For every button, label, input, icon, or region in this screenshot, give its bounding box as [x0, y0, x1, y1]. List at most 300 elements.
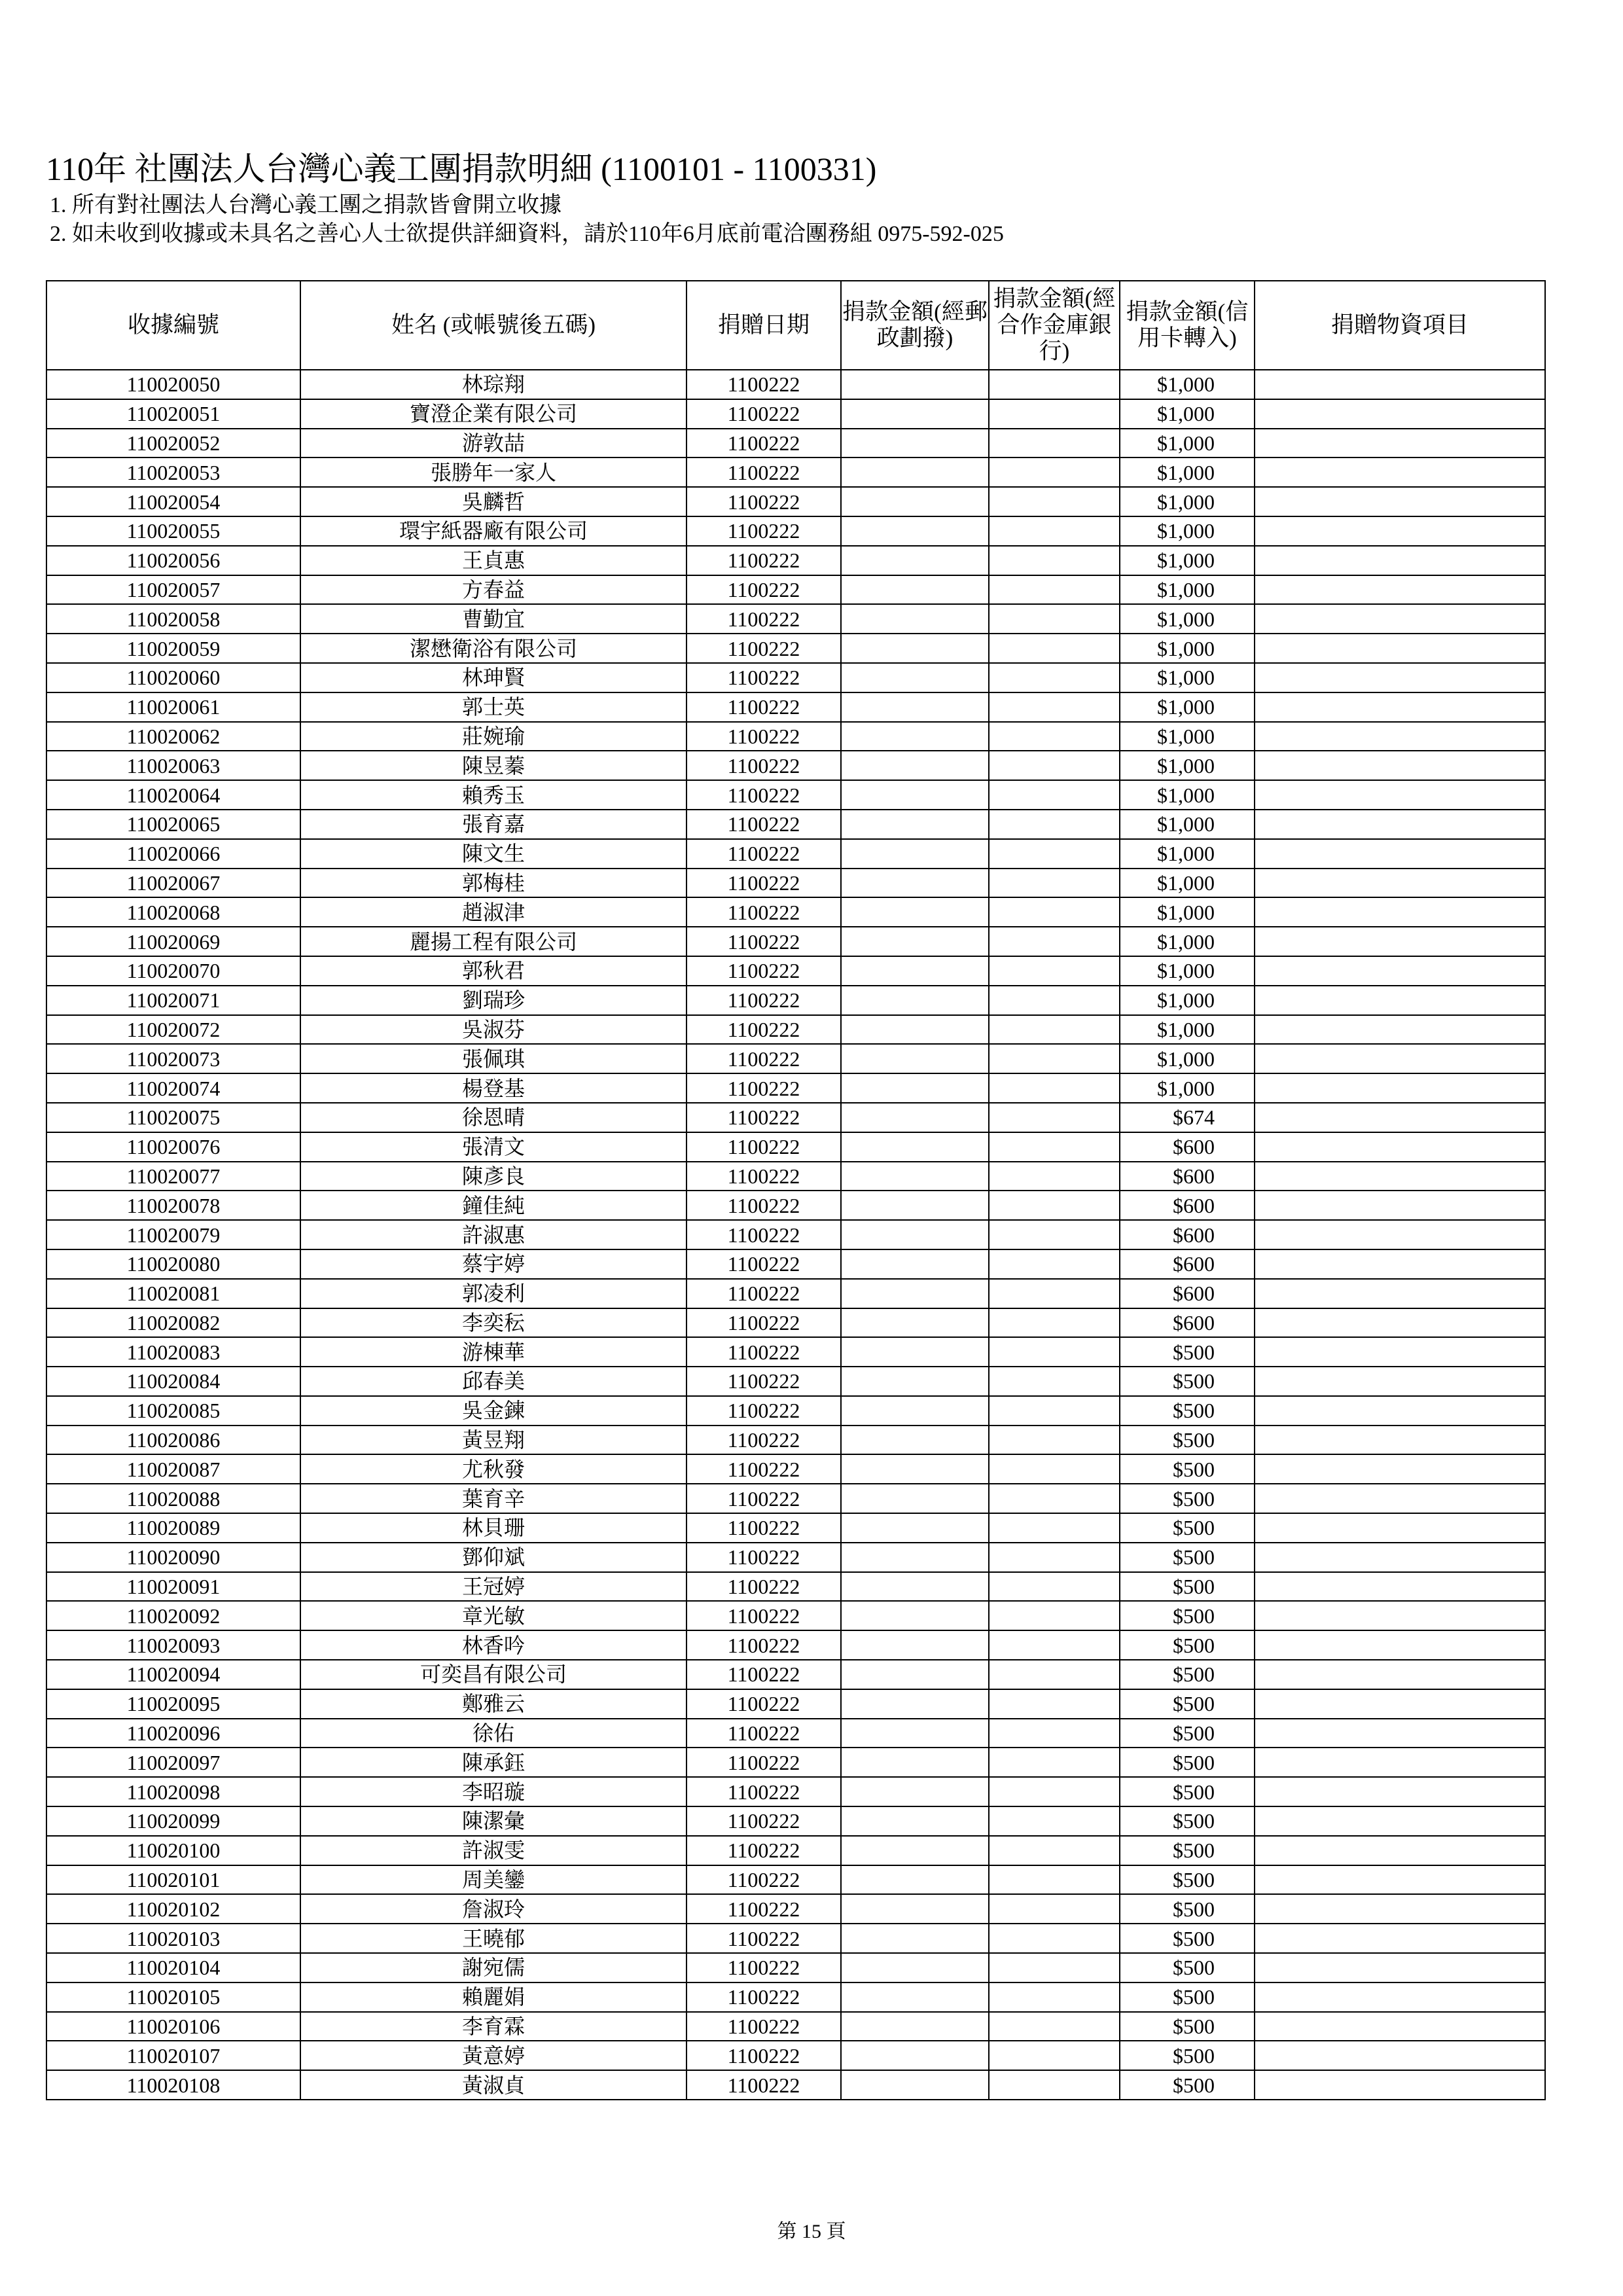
- items-cell: [1255, 1073, 1545, 1103]
- amount-bank-cell: [989, 604, 1120, 634]
- receipt-no-cell: 110020054: [46, 487, 300, 516]
- items-cell: [1255, 1103, 1545, 1132]
- date-cell: 1100222: [687, 1279, 841, 1308]
- amount-card-cell: $1,000: [1120, 839, 1255, 869]
- amount-card-cell: $500: [1120, 1572, 1255, 1602]
- amount-bank-cell: [989, 1337, 1120, 1367]
- items-cell: [1255, 1601, 1545, 1630]
- table-row: [46, 1044, 1545, 1073]
- name-cell: 蔡宇婷: [300, 1249, 687, 1279]
- amount-bank-cell: [989, 1308, 1120, 1338]
- amount-bank-cell: [989, 1454, 1120, 1484]
- amount-postal-cell: [841, 1396, 989, 1426]
- amount-card-cell: $600: [1120, 1191, 1255, 1220]
- amount-postal-cell: [841, 487, 989, 516]
- table-row: [46, 1279, 1545, 1308]
- amount-postal-cell: [841, 1454, 989, 1484]
- name-cell: 林香吟: [300, 1630, 687, 1660]
- amount-card-cell: $1,000: [1120, 429, 1255, 458]
- date-cell: 1100222: [687, 1191, 841, 1220]
- receipt-no-cell: 110020058: [46, 604, 300, 634]
- amount-postal-cell: [841, 1484, 989, 1513]
- amount-postal-cell: [841, 370, 989, 399]
- items-cell: [1255, 1191, 1545, 1220]
- amount-card-cell: $600: [1120, 1162, 1255, 1191]
- receipt-no-cell: 110020078: [46, 1191, 300, 1220]
- name-cell: 王貞惠: [300, 546, 687, 575]
- amount-card-cell: $1,000: [1120, 487, 1255, 516]
- items-cell: [1255, 399, 1545, 429]
- name-cell: 王曉郁: [300, 1924, 687, 1953]
- items-cell: [1255, 457, 1545, 487]
- amount-bank-cell: [989, 1484, 1120, 1513]
- items-cell: [1255, 1748, 1545, 1777]
- date-cell: 1100222: [687, 1220, 841, 1249]
- receipt-no-cell: 110020086: [46, 1426, 300, 1455]
- amount-postal-cell: [841, 927, 989, 956]
- amount-bank-cell: [989, 1748, 1120, 1777]
- header-receipt-no: 收據編號: [46, 281, 300, 370]
- receipt-no-cell: 110020102: [46, 1894, 300, 1924]
- name-cell: 陳潔彙: [300, 1806, 687, 1836]
- amount-postal-cell: [841, 692, 989, 722]
- amount-postal-cell: [841, 1162, 989, 1191]
- date-cell: 1100222: [687, 810, 841, 839]
- receipt-no-cell: 110020064: [46, 780, 300, 810]
- receipt-no-cell: 110020059: [46, 634, 300, 663]
- receipt-no-cell: 110020101: [46, 1865, 300, 1895]
- receipt-no-cell: 110020104: [46, 1953, 300, 1982]
- table-row: [46, 1132, 1545, 1162]
- table-header-row: [46, 281, 1545, 370]
- amount-bank-cell: [989, 1630, 1120, 1660]
- receipt-no-cell: 110020098: [46, 1777, 300, 1806]
- name-cell: 許淑惠: [300, 1220, 687, 1249]
- date-cell: 1100222: [687, 370, 841, 399]
- items-cell: [1255, 1630, 1545, 1660]
- amount-card-cell: $500: [1120, 1719, 1255, 1748]
- items-cell: [1255, 722, 1545, 751]
- amount-bank-cell: [989, 546, 1120, 575]
- table-row: [46, 1396, 1545, 1426]
- amount-bank-cell: [989, 1689, 1120, 1719]
- date-cell: 1100222: [687, 399, 841, 429]
- amount-postal-cell: [841, 663, 989, 692]
- receipt-no-cell: 110020103: [46, 1924, 300, 1953]
- header-date: 捐贈日期: [687, 281, 841, 370]
- name-cell: 賴秀玉: [300, 780, 687, 810]
- items-cell: [1255, 1308, 1545, 1338]
- amount-card-cell: $1,000: [1120, 457, 1255, 487]
- date-cell: 1100222: [687, 692, 841, 722]
- amount-bank-cell: [989, 516, 1120, 546]
- items-cell: [1255, 1162, 1545, 1191]
- items-cell: [1255, 692, 1545, 722]
- receipt-no-cell: 110020089: [46, 1513, 300, 1543]
- name-cell: 章光敏: [300, 1601, 687, 1630]
- name-cell: 曹勤宜: [300, 604, 687, 634]
- amount-bank-cell: [989, 722, 1120, 751]
- table-row: [46, 722, 1545, 751]
- amount-bank-cell: [989, 1924, 1120, 1953]
- amount-card-cell: $500: [1120, 1367, 1255, 1396]
- amount-card-cell: $1,000: [1120, 1044, 1255, 1073]
- name-cell: 謝宛儒: [300, 1953, 687, 1982]
- date-cell: 1100222: [687, 663, 841, 692]
- items-cell: [1255, 751, 1545, 780]
- amount-card-cell: $500: [1120, 1865, 1255, 1895]
- receipt-no-cell: 110020060: [46, 663, 300, 692]
- amount-card-cell: $1,000: [1120, 1015, 1255, 1045]
- amount-card-cell: $500: [1120, 1953, 1255, 1982]
- receipt-no-cell: 110020095: [46, 1689, 300, 1719]
- items-cell: [1255, 516, 1545, 546]
- amount-bank-cell: [989, 751, 1120, 780]
- receipt-no-cell: 110020093: [46, 1630, 300, 1660]
- items-cell: [1255, 1279, 1545, 1308]
- receipt-no-cell: 110020081: [46, 1279, 300, 1308]
- table-row: [46, 1777, 1545, 1806]
- date-cell: 1100222: [687, 1806, 841, 1836]
- items-cell: [1255, 1660, 1545, 1689]
- name-cell: 張勝年一家人: [300, 457, 687, 487]
- name-cell: 莊婉瑜: [300, 722, 687, 751]
- amount-bank-cell: [989, 1426, 1120, 1455]
- amount-postal-cell: [841, 516, 989, 546]
- amount-card-cell: $600: [1120, 1220, 1255, 1249]
- amount-postal-cell: [841, 1044, 989, 1073]
- amount-postal-cell: [841, 1249, 989, 1279]
- receipt-no-cell: 110020091: [46, 1572, 300, 1602]
- amount-bank-cell: [989, 869, 1120, 898]
- table-row: [46, 2012, 1545, 2041]
- items-cell: [1255, 1513, 1545, 1543]
- receipt-no-cell: 110020108: [46, 2070, 300, 2100]
- name-cell: 吳麟哲: [300, 487, 687, 516]
- amount-bank-cell: [989, 1015, 1120, 1045]
- receipt-no-cell: 110020073: [46, 1044, 300, 1073]
- date-cell: 1100222: [687, 869, 841, 898]
- name-cell: 鄧仰斌: [300, 1543, 687, 1572]
- amount-card-cell: $674: [1120, 1103, 1255, 1132]
- date-cell: 1100222: [687, 722, 841, 751]
- receipt-no-cell: 110020082: [46, 1308, 300, 1338]
- amount-card-cell: $1,000: [1120, 780, 1255, 810]
- amount-bank-cell: [989, 2012, 1120, 2041]
- amount-card-cell: $1,000: [1120, 1073, 1255, 1103]
- receipt-no-cell: 110020063: [46, 751, 300, 780]
- amount-card-cell: $500: [1120, 1513, 1255, 1543]
- receipt-no-cell: 110020050: [46, 370, 300, 399]
- name-cell: 詹淑玲: [300, 1894, 687, 1924]
- amount-card-cell: $1,000: [1120, 399, 1255, 429]
- table-row: [46, 370, 1545, 399]
- page-title: 110年 社團法人台灣心義工團捐款明細 (1100101 - 1100331): [46, 151, 877, 187]
- date-cell: 1100222: [687, 1454, 841, 1484]
- table-row: [46, 1601, 1545, 1630]
- receipt-no-cell: 110020051: [46, 399, 300, 429]
- header-amount-bank: 捐款金額(經合作金庫銀行): [989, 281, 1120, 370]
- items-cell: [1255, 1836, 1545, 1865]
- amount-card-cell: $1,000: [1120, 722, 1255, 751]
- amount-card-cell: $600: [1120, 1308, 1255, 1338]
- amount-bank-cell: [989, 2041, 1120, 2070]
- amount-card-cell: $500: [1120, 1601, 1255, 1630]
- receipt-no-cell: 110020070: [46, 956, 300, 986]
- receipt-no-cell: 110020066: [46, 839, 300, 869]
- amount-bank-cell: [989, 927, 1120, 956]
- name-cell: 張清文: [300, 1132, 687, 1162]
- date-cell: 1100222: [687, 897, 841, 927]
- amount-bank-cell: [989, 1660, 1120, 1689]
- amount-card-cell: $500: [1120, 2070, 1255, 2100]
- name-cell: 郭士英: [300, 692, 687, 722]
- date-cell: 1100222: [687, 1044, 841, 1073]
- receipt-no-cell: 110020096: [46, 1719, 300, 1748]
- date-cell: 1100222: [687, 1132, 841, 1162]
- amount-bank-cell: [989, 1953, 1120, 1982]
- amount-card-cell: $1,000: [1120, 927, 1255, 956]
- amount-bank-cell: [989, 1162, 1120, 1191]
- items-cell: [1255, 429, 1545, 458]
- table-row: [46, 1367, 1545, 1396]
- receipt-no-cell: 110020100: [46, 1836, 300, 1865]
- receipt-no-cell: 110020087: [46, 1454, 300, 1484]
- amount-postal-cell: [841, 751, 989, 780]
- items-cell: [1255, 1132, 1545, 1162]
- name-cell: 葉育辛: [300, 1484, 687, 1513]
- name-cell: 李育霖: [300, 2012, 687, 2041]
- amount-bank-cell: [989, 1220, 1120, 1249]
- amount-postal-cell: [841, 1630, 989, 1660]
- receipt-no-cell: 110020052: [46, 429, 300, 458]
- name-cell: 環宇紙器廠有限公司: [300, 516, 687, 546]
- date-cell: 1100222: [687, 1865, 841, 1895]
- table-row: [46, 839, 1545, 869]
- date-cell: 1100222: [687, 1367, 841, 1396]
- receipt-no-cell: 110020076: [46, 1132, 300, 1162]
- amount-bank-cell: [989, 1513, 1120, 1543]
- table-row: [46, 1543, 1545, 1572]
- table-row: [46, 1630, 1545, 1660]
- items-cell: [1255, 1426, 1545, 1455]
- items-cell: [1255, 575, 1545, 605]
- amount-bank-cell: [989, 1572, 1120, 1602]
- amount-bank-cell: [989, 1777, 1120, 1806]
- name-cell: 王冠婷: [300, 1572, 687, 1602]
- amount-postal-cell: [841, 457, 989, 487]
- date-cell: 1100222: [687, 429, 841, 458]
- receipt-no-cell: 110020077: [46, 1162, 300, 1191]
- amount-postal-cell: [841, 1894, 989, 1924]
- table-row: [46, 1103, 1545, 1132]
- items-cell: [1255, 487, 1545, 516]
- receipt-no-cell: 110020079: [46, 1220, 300, 1249]
- amount-bank-cell: [989, 1865, 1120, 1895]
- items-cell: [1255, 986, 1545, 1015]
- items-cell: [1255, 2041, 1545, 2070]
- amount-card-cell: $1,000: [1120, 869, 1255, 898]
- amount-postal-cell: [841, 1513, 989, 1543]
- amount-bank-cell: [989, 634, 1120, 663]
- amount-postal-cell: [841, 1279, 989, 1308]
- amount-bank-cell: [989, 1719, 1120, 1748]
- amount-postal-cell: [841, 1748, 989, 1777]
- items-cell: [1255, 1924, 1545, 1953]
- receipt-no-cell: 110020099: [46, 1806, 300, 1836]
- items-cell: [1255, 1865, 1545, 1895]
- amount-bank-cell: [989, 1982, 1120, 2012]
- table-row: [46, 634, 1545, 663]
- name-cell: 寶澄企業有限公司: [300, 399, 687, 429]
- items-cell: [1255, 1396, 1545, 1426]
- date-cell: 1100222: [687, 2012, 841, 2041]
- amount-card-cell: $1,000: [1120, 516, 1255, 546]
- amount-postal-cell: [841, 1865, 989, 1895]
- table-row: [46, 429, 1545, 458]
- items-cell: [1255, 604, 1545, 634]
- amount-postal-cell: [841, 1982, 989, 2012]
- amount-postal-cell: [841, 1777, 989, 1806]
- items-cell: [1255, 1543, 1545, 1572]
- amount-card-cell: $1,000: [1120, 810, 1255, 839]
- table-row: [46, 1806, 1545, 1836]
- amount-card-cell: $500: [1120, 1396, 1255, 1426]
- amount-card-cell: $500: [1120, 2041, 1255, 2070]
- table-row: [46, 516, 1545, 546]
- amount-postal-cell: [841, 869, 989, 898]
- amount-postal-cell: [841, 722, 989, 751]
- amount-card-cell: $500: [1120, 1894, 1255, 1924]
- receipt-no-cell: 110020092: [46, 1601, 300, 1630]
- date-cell: 1100222: [687, 1572, 841, 1602]
- amount-bank-cell: [989, 986, 1120, 1015]
- items-cell: [1255, 2012, 1545, 2041]
- amount-postal-cell: [841, 399, 989, 429]
- table-row: [46, 810, 1545, 839]
- name-cell: 林貝珊: [300, 1513, 687, 1543]
- name-cell: 黃淑貞: [300, 2070, 687, 2100]
- receipt-no-cell: 110020069: [46, 927, 300, 956]
- table-row: [46, 1572, 1545, 1602]
- amount-postal-cell: [841, 429, 989, 458]
- items-cell: [1255, 1220, 1545, 1249]
- amount-postal-cell: [841, 1132, 989, 1162]
- name-cell: 張佩琪: [300, 1044, 687, 1073]
- receipt-no-cell: 110020061: [46, 692, 300, 722]
- table-row: [46, 780, 1545, 810]
- table-row: [46, 1162, 1545, 1191]
- date-cell: 1100222: [687, 1689, 841, 1719]
- amount-card-cell: $600: [1120, 1249, 1255, 1279]
- amount-card-cell: $500: [1120, 1337, 1255, 1367]
- date-cell: 1100222: [687, 1719, 841, 1748]
- amount-bank-cell: [989, 1806, 1120, 1836]
- receipt-no-cell: 110020056: [46, 546, 300, 575]
- name-cell: 許淑雯: [300, 1836, 687, 1865]
- amount-postal-cell: [841, 2070, 989, 2100]
- amount-card-cell: $1,000: [1120, 751, 1255, 780]
- amount-card-cell: $500: [1120, 1924, 1255, 1953]
- table-row: [46, 1982, 1545, 2012]
- name-cell: 徐恩晴: [300, 1103, 687, 1132]
- table-row: [46, 604, 1545, 634]
- amount-postal-cell: [841, 634, 989, 663]
- table-row: [46, 399, 1545, 429]
- date-cell: 1100222: [687, 1748, 841, 1777]
- receipt-no-cell: 110020065: [46, 810, 300, 839]
- amount-bank-cell: [989, 2070, 1120, 2100]
- amount-postal-cell: [841, 1543, 989, 1572]
- date-cell: 1100222: [687, 516, 841, 546]
- amount-postal-cell: [841, 1103, 989, 1132]
- receipt-no-cell: 110020067: [46, 869, 300, 898]
- receipt-no-cell: 110020053: [46, 457, 300, 487]
- items-cell: [1255, 1572, 1545, 1602]
- table-row: [46, 1894, 1545, 1924]
- amount-postal-cell: [841, 986, 989, 1015]
- table-row: [46, 692, 1545, 722]
- date-cell: 1100222: [687, 487, 841, 516]
- date-cell: 1100222: [687, 1308, 841, 1338]
- amount-card-cell: $1,000: [1120, 546, 1255, 575]
- name-cell: 賴麗娟: [300, 1982, 687, 2012]
- date-cell: 1100222: [687, 956, 841, 986]
- name-cell: 潔懋衛浴有限公司: [300, 634, 687, 663]
- table-row: [46, 487, 1545, 516]
- table-row: [46, 1220, 1545, 1249]
- amount-card-cell: $1,000: [1120, 956, 1255, 986]
- table-row: [46, 546, 1545, 575]
- name-cell: 李奕秐: [300, 1308, 687, 1338]
- name-cell: 郭秋君: [300, 956, 687, 986]
- date-cell: 1100222: [687, 1924, 841, 1953]
- items-cell: [1255, 1777, 1545, 1806]
- date-cell: 1100222: [687, 1982, 841, 2012]
- name-cell: 陳文生: [300, 839, 687, 869]
- table-row: [46, 1660, 1545, 1689]
- date-cell: 1100222: [687, 634, 841, 663]
- amount-bank-cell: [989, 399, 1120, 429]
- table-row: [46, 869, 1545, 898]
- items-cell: [1255, 869, 1545, 898]
- amount-bank-cell: [989, 692, 1120, 722]
- table-row: [46, 1865, 1545, 1895]
- receipt-no-cell: 110020071: [46, 986, 300, 1015]
- date-cell: 1100222: [687, 927, 841, 956]
- items-cell: [1255, 1454, 1545, 1484]
- table-row: [46, 663, 1545, 692]
- amount-postal-cell: [841, 1836, 989, 1865]
- items-cell: [1255, 663, 1545, 692]
- amount-postal-cell: [841, 1220, 989, 1249]
- date-cell: 1100222: [687, 780, 841, 810]
- amount-bank-cell: [989, 1836, 1120, 1865]
- date-cell: 1100222: [687, 604, 841, 634]
- amount-card-cell: $500: [1120, 1454, 1255, 1484]
- name-cell: 林珅賢: [300, 663, 687, 692]
- items-cell: [1255, 1689, 1545, 1719]
- name-cell: 游棟華: [300, 1337, 687, 1367]
- date-cell: 1100222: [687, 839, 841, 869]
- date-cell: 1100222: [687, 1601, 841, 1630]
- table-row: [46, 1953, 1545, 1982]
- date-cell: 1100222: [687, 546, 841, 575]
- date-cell: 1100222: [687, 1337, 841, 1367]
- amount-card-cell: $1,000: [1120, 986, 1255, 1015]
- amount-postal-cell: [841, 1426, 989, 1455]
- items-cell: [1255, 780, 1545, 810]
